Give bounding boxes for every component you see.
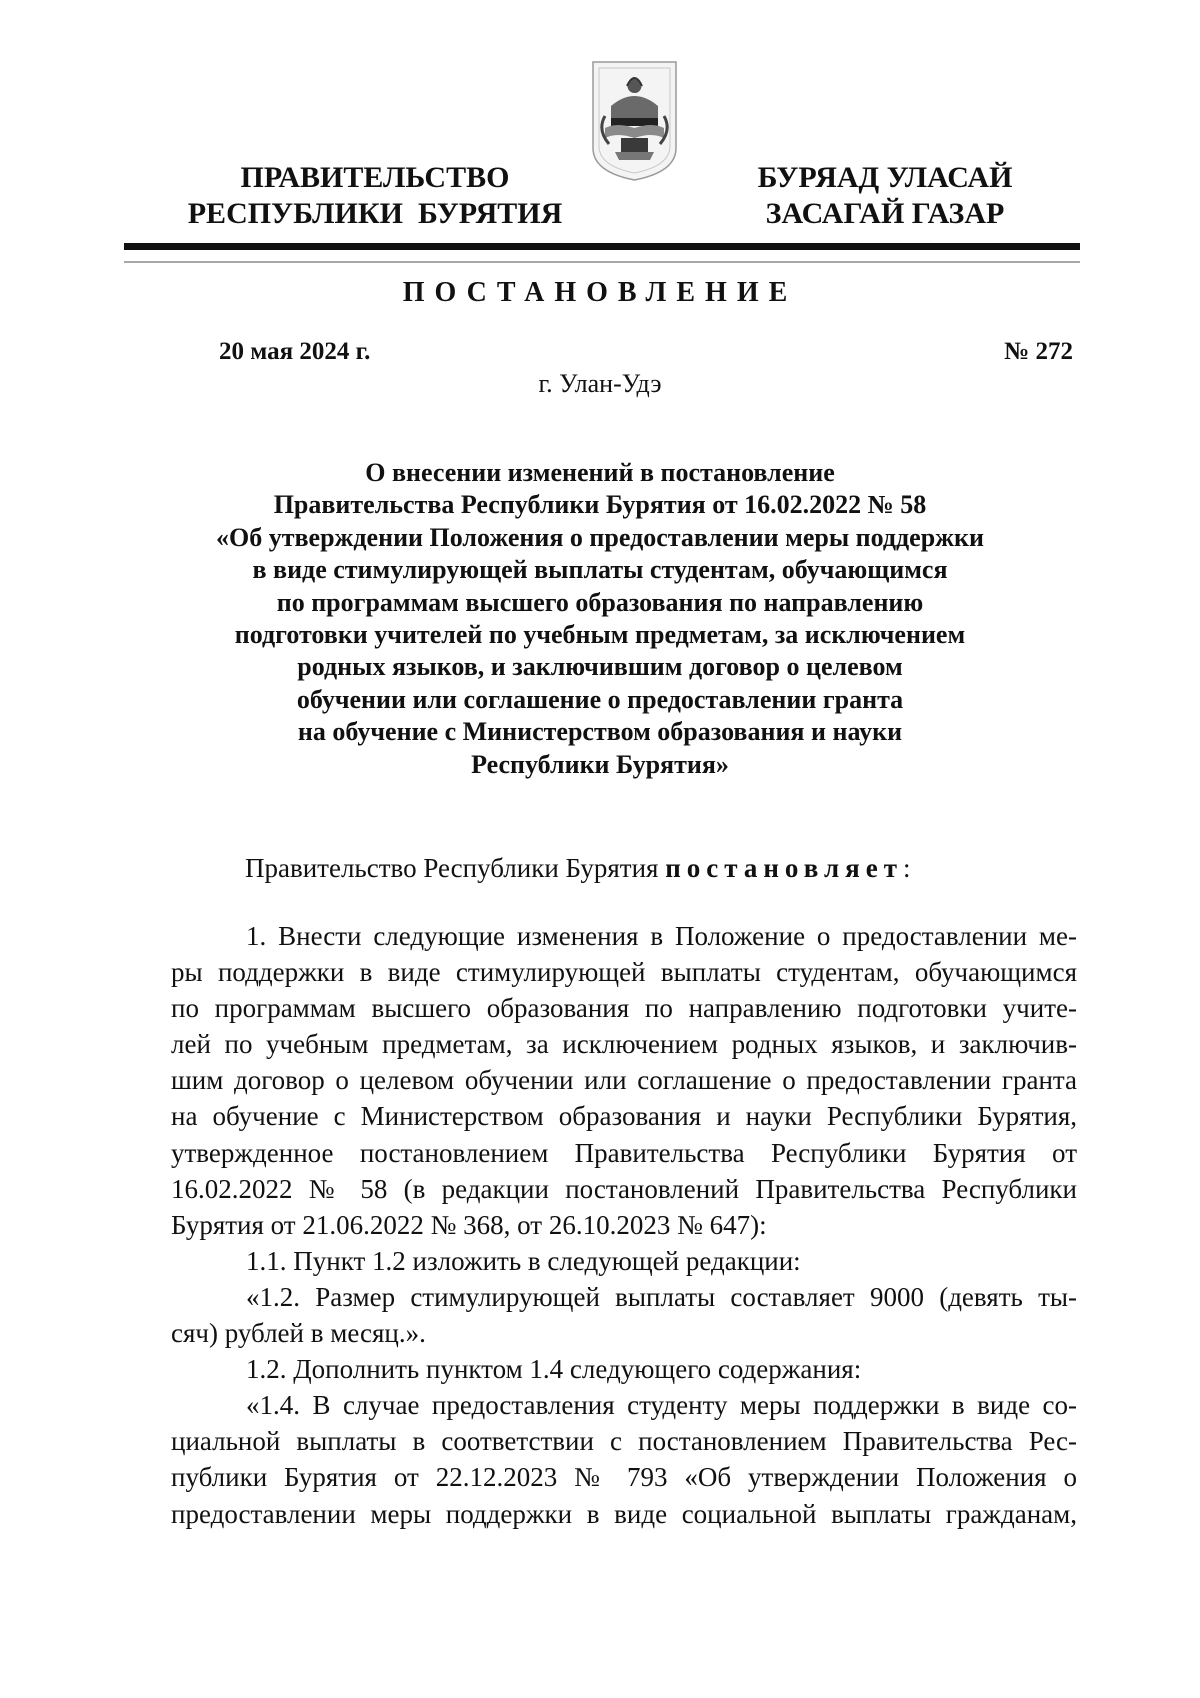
document-body — [171, 918, 1077, 1532]
preamble-text: Правительство Республики Бурятия — [245, 853, 666, 883]
body-line: лей по учебным предметам, за исключением родных языков, и заключив- — [171, 1029, 1077, 1060]
body-line: циальной выплаты в соответствии с постановлением Правительства Рес- — [171, 1426, 1077, 1457]
body-line: шим договор о целевом обучении или соглашение о предоставлении гранта — [171, 1065, 1077, 1096]
body-line: предоставлении меры поддержки в виде социальной выплаты гражданам, — [171, 1498, 1077, 1529]
body-line: «1.2. Размер стимулирующей выплаты составляет 9000 (девять ты- — [246, 1281, 1077, 1312]
title-line: Республики Бурятия» — [471, 749, 729, 779]
document-type: ПОСТАНОВЛЕНИЕ — [402, 277, 798, 308]
preamble-emphasis: постановляет — [665, 853, 903, 883]
org-name-buryat — [740, 160, 1030, 232]
org-name-russian-line-1: ПРАВИТЕЛЬСТВО — [240, 161, 510, 194]
header-divider-thick — [124, 243, 1080, 250]
body-line: 1.2. Дополнить пунктом 1.4 следующего содержания: — [246, 1354, 862, 1385]
document-city: г. Улан-Удэ — [538, 369, 662, 398]
title-line: обучении или соглашение о предоставлении гранта — [296, 684, 904, 714]
body-line: по программам высшего образования по направлению подготовки учите- — [171, 993, 1077, 1024]
body-line: Бурятия от 21.06.2022 № 368, от 26.10.2023 № 647): — [171, 1209, 767, 1240]
preamble — [245, 851, 910, 885]
coat-of-arms-of-buryatia-icon — [587, 56, 682, 184]
title-line: Правительства Республики Бурятия от 16.02.2022 № 58 — [273, 490, 927, 520]
org-name-russian-line-2: РЕСПУБЛИКИ БУРЯТИЯ — [187, 197, 563, 230]
body-line: сяч) рублей в месяц.». — [171, 1318, 426, 1349]
org-name-buryat-line-1: БУРЯАД УЛАСАЙ — [757, 161, 1013, 194]
body-line: на обучение с Министерством образования и науки Республики Бурятия, — [171, 1101, 1077, 1132]
document-date: 20 мая 2024 г. — [219, 338, 371, 365]
org-name-buryat-line-2: ЗАСАГАЙ ГАЗАР — [765, 197, 1005, 230]
title-line: «Об утверждении Положения о предоставлении меры поддержки — [216, 522, 984, 552]
body-line: утвержденное постановлением Правительства Республики Бурятия от — [171, 1137, 1077, 1168]
body-line: 16.02.2022 № 58 (в редакции постановлений Правительства Республики — [171, 1173, 1077, 1204]
document-number: № 272 — [1004, 338, 1073, 365]
preamble-suffix: : — [902, 853, 911, 883]
title-line: на обучение с Министерством образования и науки — [297, 717, 903, 747]
title-line: подготовки учителей по учебным предметам, за исключением — [234, 620, 966, 650]
title-line: в виде стимулирующей выплаты студентам, обучающимся — [252, 555, 948, 585]
body-line: 1.1. Пункт 1.2 изложить в следующей редакции: — [246, 1245, 801, 1276]
header-divider-thin — [124, 261, 1080, 263]
title-line: родных языков, и заключившим договор о целевом — [297, 652, 903, 682]
body-line: 1. Внести следующие изменения в Положение о предоставлении ме- — [246, 921, 1077, 951]
title-line: по программам высшего образования по направлению — [276, 587, 924, 617]
body-line: публики Бурятия от 22.12.2023 № 793 «Об утверждении Положения о — [171, 1462, 1077, 1493]
title-line: О внесении изменений в постановление — [365, 458, 835, 487]
body-line: ры поддержки в виде стимулирующей выплаты студентам, обучающимся — [171, 957, 1077, 988]
org-name-russian — [170, 160, 580, 232]
document-title — [180, 457, 1020, 781]
body-line: «1.4. В случае предоставления студенту меры поддержки в виде со- — [246, 1390, 1077, 1421]
